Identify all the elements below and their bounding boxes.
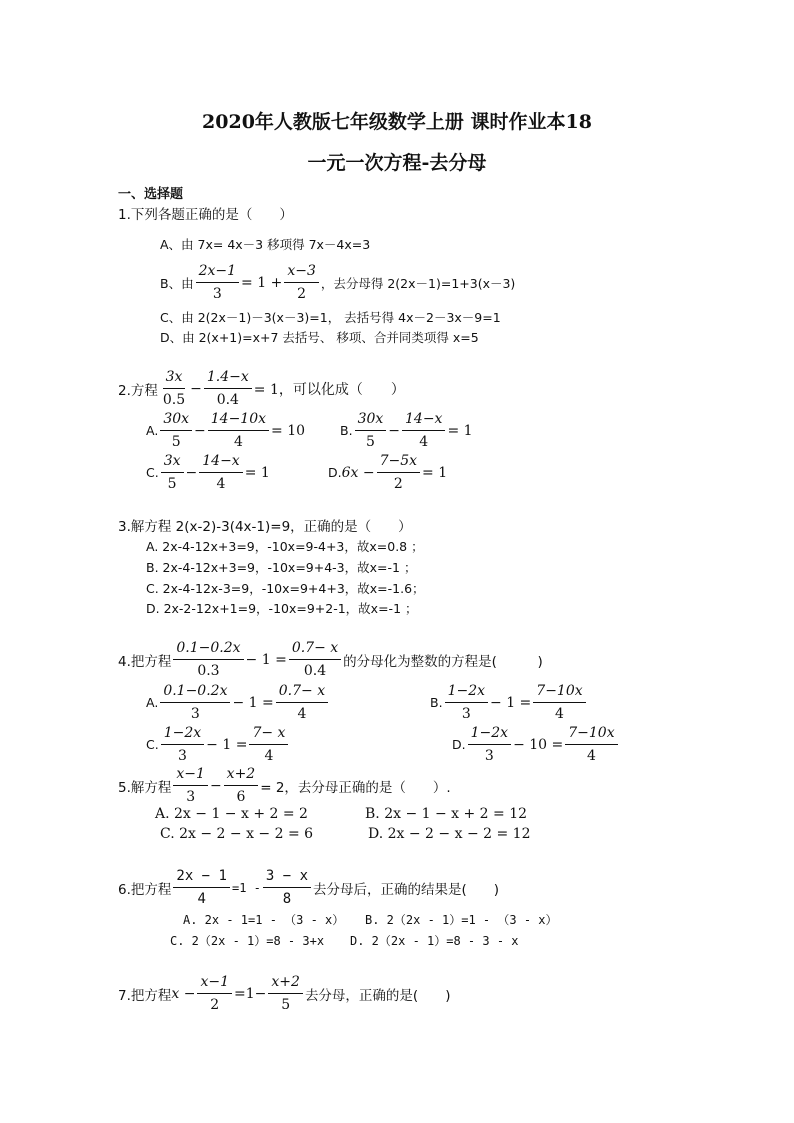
q4-b-mid: − 1 = (490, 694, 532, 711)
q5-fraction-1: $\frac{x-1}{3}$ (173, 765, 208, 806)
section-heading: 一、选择题 (118, 187, 184, 202)
q2-c-frac-1: $\frac{3x}{5}$ (161, 452, 184, 493)
q6-fraction-2: $\frac{3 - x}{8}$ (263, 867, 311, 908)
question-4-option-d (452, 724, 620, 765)
q1-b-suffix: ，去分母得 2(2x－1)=1+3(x－3) (320, 275, 516, 291)
q4-b-frac-1: $\frac{1-2x}{3}$ (445, 682, 488, 723)
q2-b-rhs: = 1 (447, 422, 473, 439)
q5-fraction-2: $\frac{x+2}{6}$ (224, 765, 259, 806)
q5-suffix: = 2，去分母正确的是（ ）. (260, 779, 451, 796)
question-1-option-d: D、由 2(x+1)=x+7 去括号、 移项、合并同类项得 x=5 (160, 330, 479, 345)
q4-fraction-1: $\frac{0.1-0.2x}{0.3}$ (173, 639, 243, 680)
q4-d-label: D. (452, 737, 466, 752)
q4-c-mid: − 1 = (206, 736, 248, 753)
q1-b-fraction-2: $\frac{x-3}{2}$ (284, 262, 319, 303)
q4-c-label: C. (146, 737, 159, 752)
q7-mid: =1− (234, 985, 267, 1002)
q7-prefix: 7.把方程 (118, 987, 172, 1004)
q2-d-rhs: = 1 (422, 464, 448, 481)
q6-mid: =1 - (231, 880, 261, 895)
q4-suffix: 的分母化为整数的方程是( ) (343, 653, 543, 670)
q2-a-frac-2: $\frac{14-10x}{4}$ (208, 410, 269, 451)
question-3-stem: 3.解方程 2(x-2)-3(4x-1)=9，正确的是（ ） (118, 519, 412, 535)
q2-fraction-2: $\frac{1.4-x}{0.4}$ (204, 368, 252, 409)
question-7-stem (118, 973, 450, 1014)
q4-mid: − 1 = (245, 651, 287, 668)
question-6-option-a: A. 2x - 1=1 - （3 - x） (183, 913, 345, 927)
q4-b-frac-2: $\frac{7-10x}{4}$ (533, 682, 585, 723)
question-5-option-d: D. 2x − 2 − x − 2 = 12 (368, 826, 531, 842)
q2-d-frac: $\frac{7-5x}{2}$ (377, 452, 420, 493)
question-3-option-d: D. 2x-2-12x+1=9，-10x=9+2-1，故x=-1 ； (146, 601, 418, 616)
page-subtitle: 一元一次方程-去分母 (307, 152, 487, 174)
q6-fraction-1: $\frac{2x - 1}{4}$ (173, 867, 230, 908)
q4-a-label: A. (146, 695, 159, 710)
question-4-option-b (430, 682, 588, 723)
question-6-option-d: D. 2（2x - 1）=8 - 3 - x (350, 934, 519, 948)
q4-b-label: B. (430, 695, 443, 710)
q4-a-frac-2: $\frac{0.7- x}{4}$ (276, 682, 328, 723)
page-title: 2020年人教版七年级数学上册 课时作业本18 (202, 111, 592, 133)
q4-d-frac-2: $\frac{7-10x}{4}$ (565, 724, 617, 765)
q4-fraction-2: $\frac{0.7- x}{0.4}$ (289, 639, 341, 680)
q2-b-label: B. (340, 423, 353, 438)
question-2-stem (118, 368, 405, 409)
q7-suffix: 去分母，正确的是( ) (304, 987, 451, 1004)
q2-a-label: A. (146, 423, 159, 438)
question-2-option-a: A. $\frac{30x}{5}$ − $\frac{14-10x}{4}$ = 10 (146, 411, 306, 450)
q7-fraction-2: $\frac{x+2}{5}$ (268, 973, 303, 1014)
q2-a-frac-1: $\frac{30x}{5}$ (160, 410, 192, 451)
q5-minus: − (209, 777, 222, 794)
q2-c-label: C. (146, 465, 159, 480)
question-3-option-a: A. 2x-4-12x+3=9，-10x=9-4+3，故x=0.8 ； (146, 539, 424, 554)
question-3-option-c: C. 2x-4-12x-3=9，-10x=9+4+3，故x=-1.6； (146, 581, 425, 596)
q6-suffix: 去分母后，正确的结果是( ) (313, 881, 500, 898)
q5-prefix: 5.解方程 (118, 779, 172, 796)
q2-fraction-1: $\frac{3x}{0.5}$ (162, 369, 186, 408)
q2-b-frac-1: $\frac{30x}{5}$ (355, 410, 387, 451)
q4-c-frac-2: $\frac{7- x}{4}$ (249, 724, 288, 765)
question-5-option-b: B. 2x − 1 − x + 2 = 12 (365, 806, 528, 822)
q2-prefix: 2.方程 (118, 382, 158, 399)
q1-b-fraction-1: $\frac{2x-1}{3}$ (196, 262, 239, 303)
q2-b-frac-2: $\frac{14-x}{4}$ (402, 410, 445, 451)
q1-b-prefix: B、由 (160, 275, 194, 291)
question-4-option-c (146, 724, 290, 765)
q2-d-pre: 6x − (341, 464, 375, 481)
question-4-option-a (146, 682, 330, 723)
question-6-stem (118, 867, 499, 908)
question-5-option-a: A. 2x − 1 − x + 2 = 2 (155, 806, 308, 822)
q4-c-frac-1: $\frac{1-2x}{3}$ (161, 724, 204, 765)
q4-prefix: 4.把方程 (118, 653, 172, 670)
question-2-option-c: C. $\frac{3x}{5}$ − $\frac{14-x}{4}$ = 1 (146, 453, 270, 492)
question-1-stem: 1.下列各题正确的是（ ） (118, 207, 293, 223)
q2-minus: − (190, 380, 202, 397)
q7-fraction-1: $\frac{x-1}{2}$ (197, 973, 232, 1014)
q2-a-rhs: = 10 (271, 422, 306, 439)
q7-lead: x − (171, 985, 196, 1002)
question-3-option-b: B. 2x-4-12x+3=9，-10x=9+4-3，故x=-1 ； (146, 560, 417, 575)
question-5-option-c: C. 2x − 2 − x − 2 = 6 (160, 826, 314, 842)
q4-d-frac-1: $\frac{1-2x}{3}$ (468, 724, 511, 765)
question-1-option-c: C、由 2(2x－1)－3(x－3)=1， 去括号得 4x－2－3x－9=1 (160, 310, 501, 325)
question-2-option-b: B. $\frac{30x}{5}$ − $\frac{14-x}{4}$ = 1 (340, 411, 473, 450)
question-1-option-b (160, 262, 515, 303)
q2-c-rhs: = 1 (244, 464, 270, 481)
q2-c-frac-2: $\frac{14-x}{4}$ (199, 452, 242, 493)
q4-a-frac-1: $\frac{0.1-0.2x}{3}$ (160, 682, 230, 723)
question-6-option-b: B. 2（2x - 1）=1 - （3 - x） (365, 913, 558, 927)
question-2-option-d (328, 452, 447, 493)
question-1-option-a: A、由 7x= 4x－3 移项得 7x－4x=3 (160, 237, 371, 252)
q4-a-mid: − 1 = (232, 694, 274, 711)
question-4-stem (118, 639, 543, 680)
q4-d-mid: − 10 = (513, 736, 564, 753)
question-6-option-c: C. 2（2x - 1）=8 - 3+x (170, 934, 325, 948)
question-5-stem (118, 765, 451, 806)
q1-b-mid: = 1 + (241, 274, 283, 291)
q6-prefix: 6.把方程 (118, 881, 172, 898)
q2-d-label: D. (328, 465, 342, 480)
q2-suffix: = 1，可以化成（ ） (253, 381, 405, 398)
